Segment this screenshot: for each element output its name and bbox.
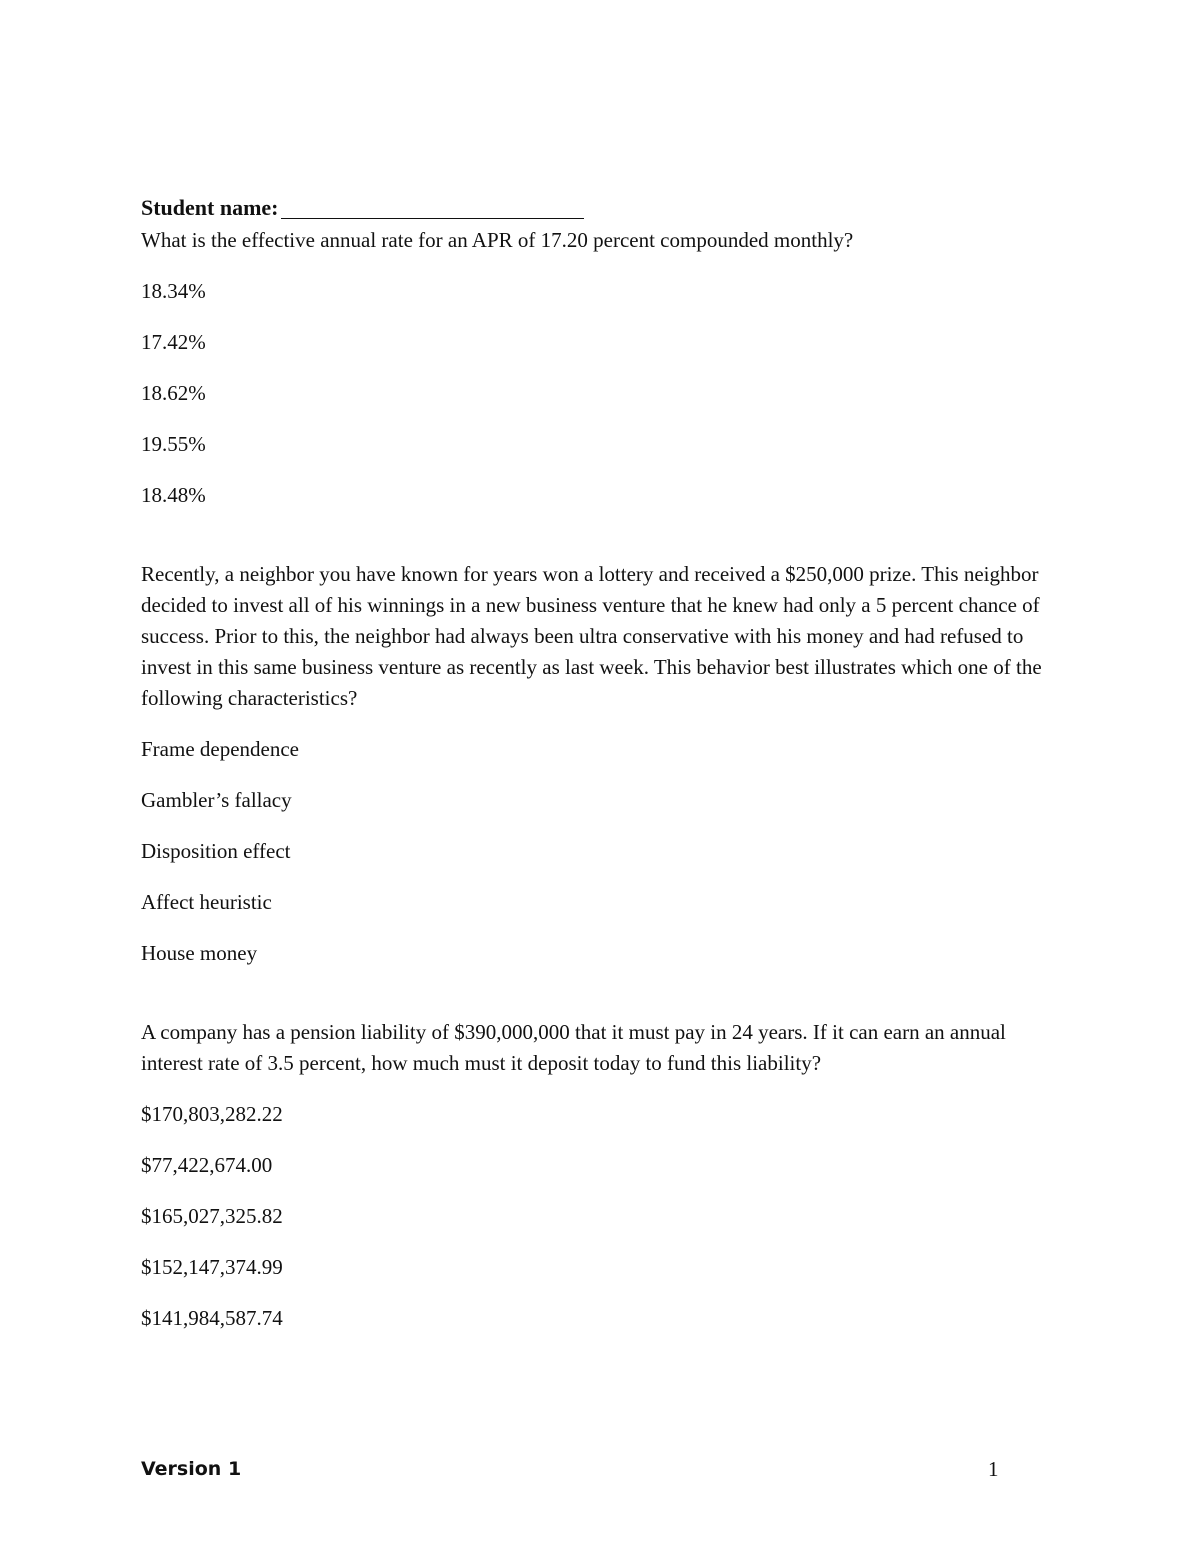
question-3-option-c: $165,027,325.82 (141, 1204, 283, 1228)
question-block-2 (141, 559, 1061, 969)
question-2-option-c: Disposition effect (141, 839, 291, 863)
footer-version: Version 1 (141, 1458, 242, 1480)
question-3-option-b: $77,422,674.00 (141, 1153, 273, 1177)
question-block-3 (141, 1017, 1061, 1334)
question-1-text: What is the effective annual rate for an APR of 17.20 percent compounded monthly? (141, 228, 854, 252)
question-1-option-b: 17.42% (141, 330, 206, 354)
question-1-option-a: 18.34% (141, 279, 206, 303)
question-2-option-e: House money (141, 941, 258, 965)
question-1-option-d: 19.55% (141, 432, 206, 456)
question-2-option-a: Frame dependence (141, 737, 300, 761)
question-3-text: A company has a pension liability of $390,000,000 that it must pay in 24 years. If it can earn an annual interest rate of 3.5 percent, how much must it deposit today to fund this liability? (141, 1020, 1006, 1075)
question-block-1 (141, 225, 1061, 511)
question-3-option-a: $170,803,282.22 (141, 1102, 283, 1126)
question-2-text: Recently, a neighbor you have known for years won a lottery and received a $250,000 prize. This neighbor decided to invest all of his winnings in a new business venture that he knew had only a 5 percent chance of success. Prior to this, the neighbor had always been ultra conservative with his money and had refused to invest in this same business venture as recently as last week. This behavior best illustrates which one of the following characteristics? (141, 562, 1042, 710)
student-name-label: Student name: (141, 195, 279, 220)
question-3-option-e: $141,984,587.74 (141, 1306, 283, 1330)
exam-content (141, 193, 1061, 1334)
question-2-option-d: Affect heuristic (141, 890, 272, 914)
student-name-blank (281, 196, 584, 219)
student-name-line (141, 193, 1061, 223)
question-2-option-b: Gambler’s fallacy (141, 788, 292, 812)
question-3-option-d: $152,147,374.99 (141, 1255, 283, 1279)
footer-page-number: 1 (988, 1457, 999, 1481)
question-1-option-e: 18.48% (141, 483, 206, 507)
question-1-option-c: 18.62% (141, 381, 206, 405)
